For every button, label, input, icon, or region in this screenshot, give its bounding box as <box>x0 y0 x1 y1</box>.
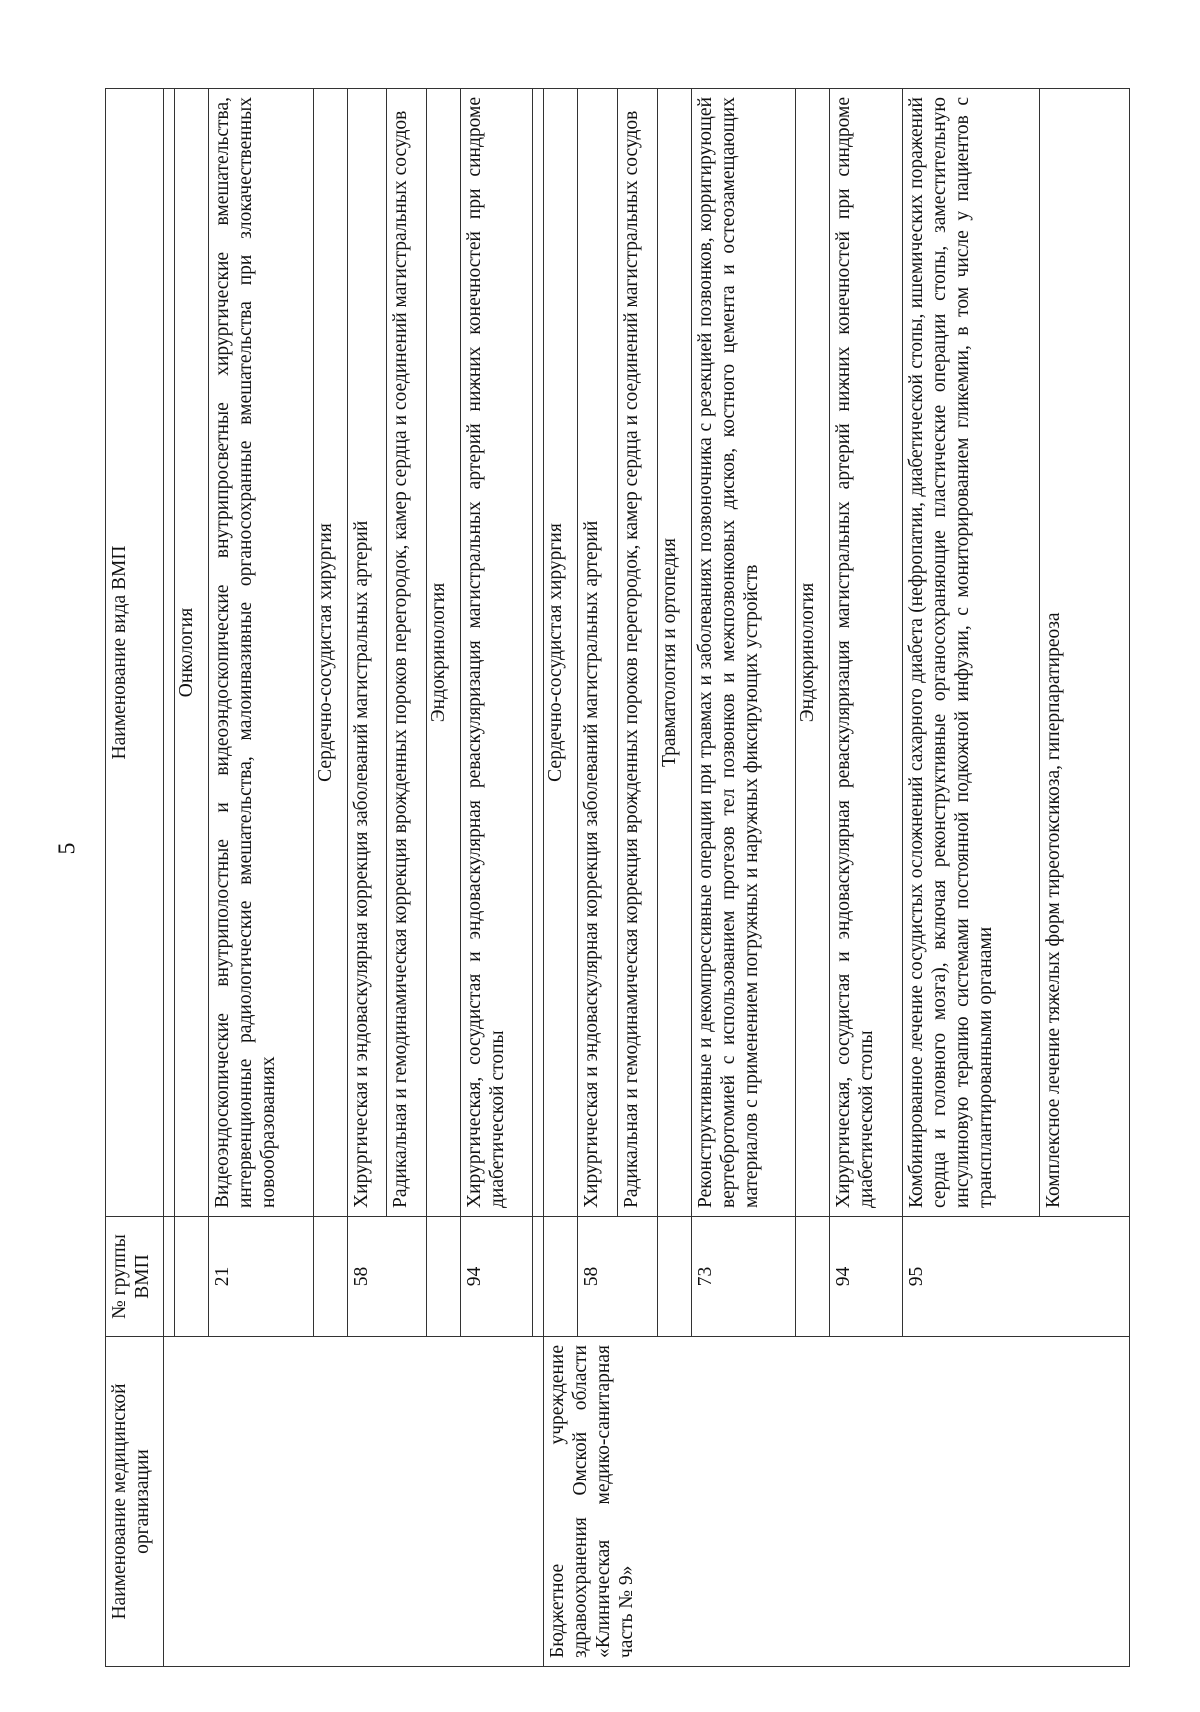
vmp-description: Хирургическая, сосудистая и эндоваскулярная реваскуляризация магистральных артерий нижних конечностей при синдроме диабетической стопы <box>830 89 902 1217</box>
header-org: Наименование медицинской организации <box>106 1337 164 1667</box>
vmp-description: Реконструктивные и декомпрессивные операции при травмах и заболеваниях позвоночника с резекцией позвонков, корригирующей вертебротомией с использованием протезов тел позвонков и межпозвонковых дисков, костного цемента и остеозамещающих материалов с применением погружных и наружных фиксирующих устройств <box>691 89 796 1217</box>
group-number: 94 <box>830 1217 902 1337</box>
vmp-table <box>105 88 1130 1667</box>
section-endocrinology: Эндокринология <box>796 89 830 1217</box>
section-traumatology: Травматология и ортопедия <box>657 89 691 1217</box>
org-cell-1 <box>164 1337 544 1667</box>
group-number: 58 <box>578 1217 657 1337</box>
spacer-row <box>164 89 175 1667</box>
rotated-table-container <box>105 89 1130 1667</box>
vmp-description: Комбинированное лечение сосудистых осложнений сахарного диабета (нефропатии, диабетической стопы, ишемических поражений сердца и головного мозга), включая реконструктивные органосохраняющие пластические операции стопы, заместительную инсулиновую терапию системами постоянной подкожной инфузии, с мониторированием гликемии, в том числе у пациентов с трансплантированными органами <box>902 89 1040 1217</box>
group-number: 21 <box>208 1217 313 1337</box>
vmp-description: Радикальная и гемодинамическая коррекция врожденных пороков перегородок, камер сердца и соединений магистральных сосудов <box>617 89 657 1217</box>
vmp-description: Радикальная и гемодинамическая коррекция врожденных пороков перегородок, камер сердца и соединений магистральных сосудов <box>387 89 427 1217</box>
page-number: 5 <box>54 842 81 855</box>
vmp-description: Хирургическая, сосудистая и эндоваскулярная реваскуляризация магистральных артерий нижних конечностей при синдроме диабетической стопы <box>461 89 533 1217</box>
org-name: Бюджетное учреждение здравоохранения Омской области «Клиническая медико-санитарная часть № 9» <box>544 1337 1130 1667</box>
vmp-description: Хирургическая и эндоваскулярная коррекция заболеваний магистральных артерий <box>347 89 387 1217</box>
vmp-description: Хирургическая и эндоваскулярная коррекция заболеваний магистральных артерий <box>578 89 618 1217</box>
header-type: Наименование вида ВМП <box>106 89 164 1217</box>
group-number: 94 <box>461 1217 533 1337</box>
section-cardio: Сердечно-сосудистая хирургия <box>544 89 578 1217</box>
group-number: 58 <box>347 1217 426 1337</box>
vmp-description: Видеоэндоскопические внутриполостные и видеоэндоскопические внутрипросветные хирургические вмешательства, интервенционные радиологические вмешательства, малоинвазивные органосохранные вмешательства при злокачественных новообразованиях <box>208 89 313 1217</box>
header-row <box>106 89 164 1667</box>
section-cardio: Сердечно-сосудистая хирургия <box>313 89 347 1217</box>
vmp-description: Комплексное лечение тяжелых форм тиреотоксикоза, гиперпаратиреоза <box>1040 89 1130 1217</box>
group-number: 73 <box>691 1217 796 1337</box>
section-onkologiya: Онкология <box>175 89 209 1217</box>
header-group: № группы ВМП <box>106 1217 164 1337</box>
section-endocrinology: Эндокринология <box>427 89 461 1217</box>
group-number: 95 <box>902 1217 1130 1337</box>
section-row <box>544 89 578 1667</box>
